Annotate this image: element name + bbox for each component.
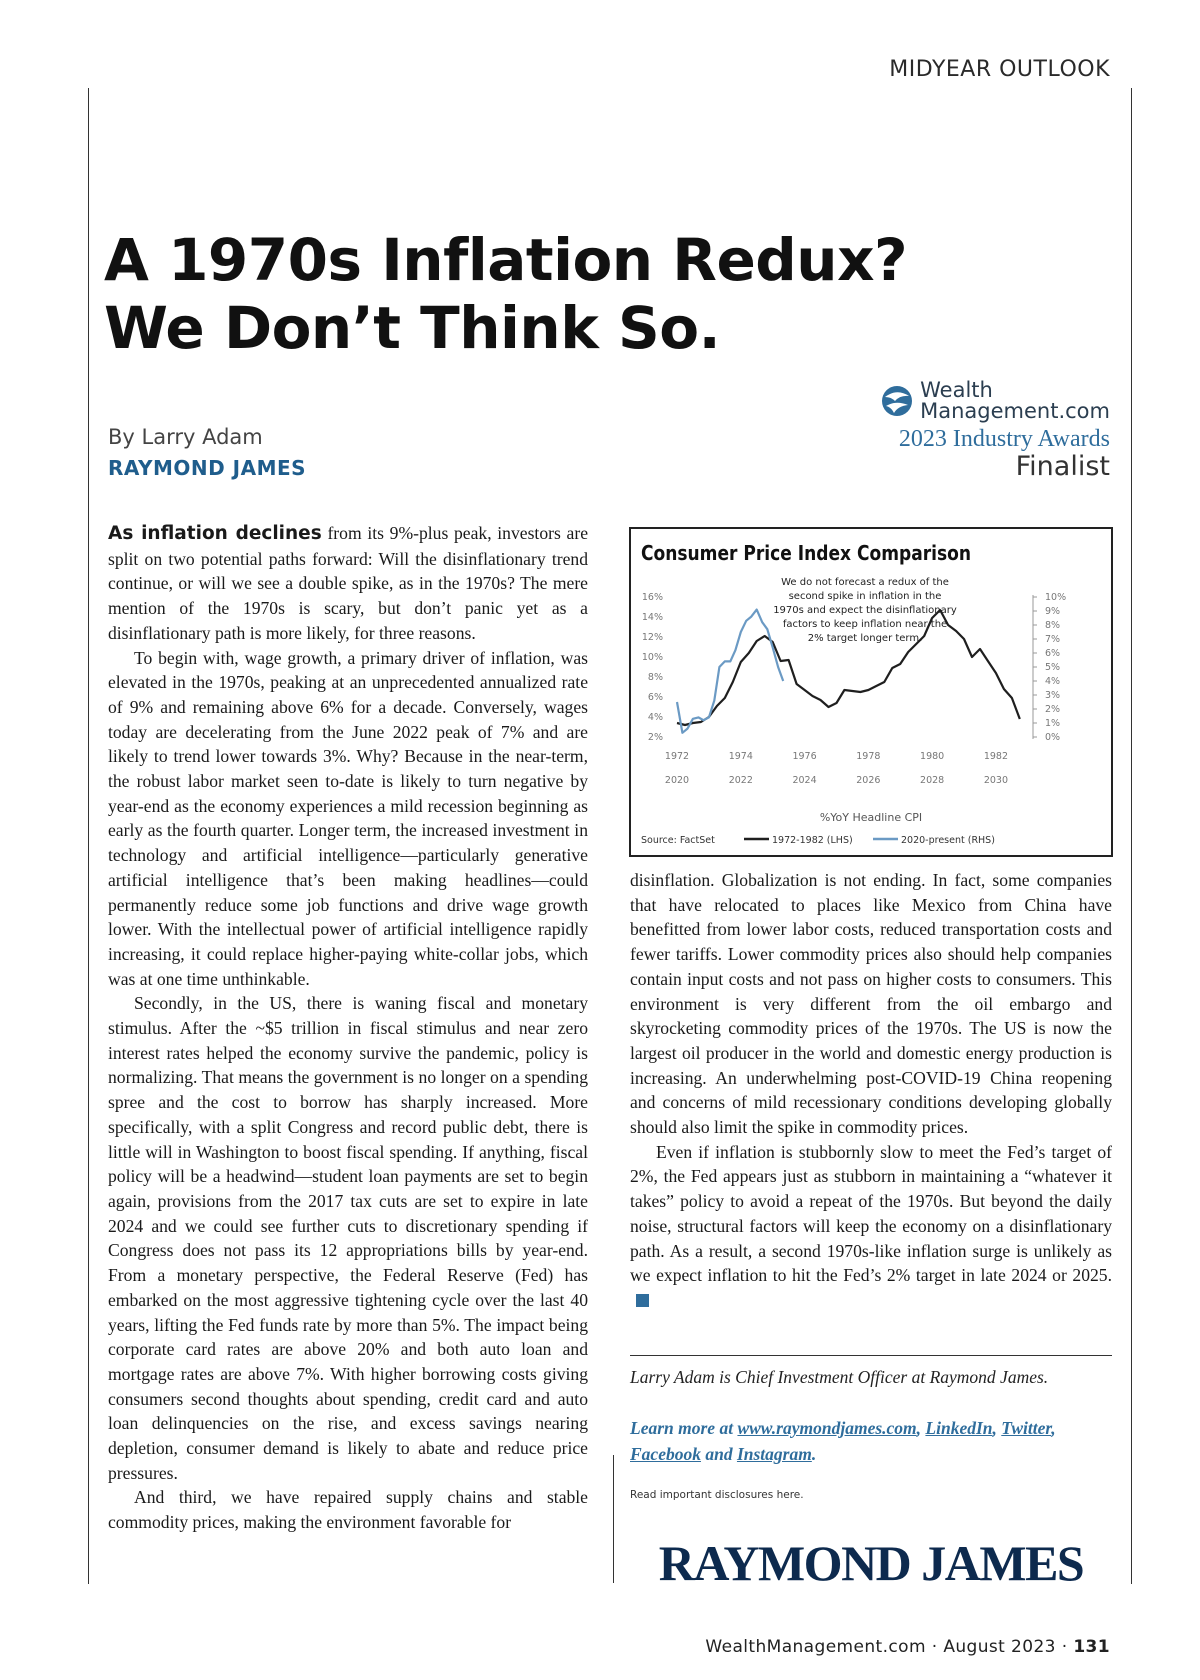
chart-source: Source: FactSet [641,835,715,846]
y-left-tick-label: 12% [641,632,663,643]
x-axis-top-ticks [665,751,1008,762]
link-raymondjames[interactable]: www.raymondjames.com [737,1418,917,1438]
x-top-tick-label: 1978 [856,751,881,762]
y-right-tick-label: 4% [1045,676,1061,687]
x-top-tick-label: 1974 [728,751,753,762]
link-twitter[interactable]: Twitter [1001,1418,1052,1438]
footer-publication: WealthManagement.com · August 2023 · [705,1637,1074,1657]
y-right-tick-label: 8% [1045,620,1061,631]
page-number: 131 [1073,1637,1110,1657]
chart-title: Consumer Price Index Comparison [641,541,971,565]
y-left-tick-label: 4% [647,712,663,723]
left-rule [88,88,89,1584]
headline-line-1: A 1970s Inflation Redux? [104,226,908,294]
y-right-tick-label: 5% [1045,662,1061,673]
x-top-tick-label: 1980 [920,751,945,762]
chart-annotation [773,577,957,644]
learn-more-sep-3: , [1051,1418,1056,1438]
article-headline [104,226,924,362]
x-top-tick-label: 1982 [983,751,1009,762]
learn-more [630,1415,1112,1467]
raymond-james-logo: RAYMOND JAMES [658,1535,1084,1591]
x-bottom-tick-label: 2022 [728,775,753,786]
y-axis-left [642,592,663,743]
learn-more-prefix: Learn more at [630,1418,738,1438]
y-left-tick-label: 10% [641,652,663,663]
x-bottom-tick-label: 2028 [920,775,945,786]
x-bottom-tick-label: 2026 [856,775,881,786]
award-logo [810,380,1110,422]
award-year: 2023 Industry Awards [898,426,1110,452]
x-top-tick-label: 1976 [792,751,817,762]
article-column-right [630,868,1112,1313]
paragraph-3: Secondly, in the US, there is waning fiscal and monetary stimulus. After the ~$5 trillion in fiscal stimulus and near zero interest rates helped the economy survive the pandemic, policy is normalizing. That means the government is no longer on a spending spree and the cost to borrow has sharply increased. More specifically, with a split Congress and record public debt, there is little will in Washington to boost fiscal spending. If anything, fiscal policy will be a headwind—student loan payments are set to begin again, provisions from the 2017 tax cuts are set to expire in late 2024 and we could see further cuts to discretionary spending if Congress does not pass its 12 appropriations bills by year-end. From a monetary perspective, the Federal Reserve (Fed) has embarked on the most aggressive tightening cycle over the last 40 years, lifting the Fed funds rate by more than 5%. The impact being corporate card rates are above 20% and both auto loan and mortgage rates are above 7%. With higher borrowing costs giving consumers second thoughts about spending, credit card and auto loan delinquencies on the rise, and excess savings nearing depletion, consumer demand is likely to abate and reduce price pressures. [108,993,588,1483]
cpi-chart [629,527,1113,857]
y-axis-right [1033,592,1066,743]
byline-organization: RAYMOND JAMES [108,456,307,480]
column-divider [613,1455,614,1583]
y-left-tick-label: 16% [641,592,663,603]
x-axis-label: %YoY Headline CPI [819,811,923,824]
x-top-tick-label: 1972 [664,751,690,762]
section-label: MIDYEAR OUTLOOK [889,57,1110,82]
article-column-left [108,521,588,1535]
award-site-line-2: Management.com [920,399,1110,423]
y-left-tick-label: 8% [647,672,663,683]
y-right-tick-label: 2% [1045,704,1061,715]
series-line-2020-present [677,610,783,733]
award-badge [810,380,1110,482]
award-site-line-1: Wealth [920,378,993,402]
page-footer [705,1637,1110,1657]
disclosure-link[interactable]: Read important disclosures here. [630,1489,804,1501]
chart-annotation-line-3: 1970s and expect the disinflationary [773,605,957,616]
cpi-chart-svg [631,529,1111,855]
lead-in: As inflation declines [108,523,322,544]
chart-annotation-line-4: factors to keep inflation near the [782,619,948,630]
wealthmanagement-logo-icon [880,384,914,418]
y-right-tick-label: 3% [1045,690,1061,701]
x-bottom-tick-label: 2020 [664,775,690,786]
y-left-tick-label: 14% [641,612,663,623]
link-instagram[interactable]: Instagram [736,1444,812,1464]
right-rule [1131,88,1132,1584]
y-right-tick-label: 9% [1045,606,1061,617]
award-site-name [920,380,1110,422]
y-right-tick-label: 0% [1045,732,1061,743]
link-facebook[interactable]: Facebook [630,1444,701,1464]
chart-annotation-line-5: 2% target longer term. [807,633,923,644]
byline: By Larry Adam [108,425,263,449]
learn-more-suffix: . [811,1444,817,1464]
award-status: Finalist [1015,451,1110,482]
paragraph-1-body: from its 9%-plus peak, investors are split on two potential paths forward: Will the disinflationary trend continue, or will we see a double spike, as in the 1970s? The mere mention of the 1970s is scary, but don’t panic yet as a disinflationary path is more likely, for three reasons. [108,523,588,643]
chart-annotation-line-1: We do not forecast a redux of the [781,577,949,588]
y-right-tick-label: 7% [1045,634,1061,645]
paragraph-2: To begin with, wage growth, a primary driver of inflation, was elevated in the 1970s, peaking at an unprecedented annualized rate of 9% and remaining above 6% for a decade. Conversely, wages today are decelerating from the June 2022 peak of 7% and are likely to trend lower towards 3%. Why? Because in the near-term, the robust labor market seen to-date is likely to turn negative by year-end as the economy experiences a mild recession beginning as early as the fourth quarter. Longer term, the increased investment in technology and artificial intelligence—particularly generative artificial intelligence that’s been making headlines—could permanently reduce some job functions and drive wage growth lower. With the intellectual power of artificial intelligence rapidly increasing, it could replace higher-paying white-collar jobs, which was at one time unthinkable. [108,647,588,989]
paragraph-4: And third, we have repaired supply chains and stable commodity prices, making the environment favorable for [108,1487,588,1533]
y-right-tick-label: 6% [1045,648,1061,659]
paragraph-5: disinflation. Globalization is not ending. In fact, some companies that have relocated to places like Mexico from China have benefitted from lower labor costs, reduced transportation costs and fewer tariffs. Lower commodity prices also should help companies contain input costs and not pass on higher costs to consumers. This environment is very different from the oil embargo and skyrocketing commodity prices of the 1970s. The US is now the largest oil producer in the world and domestic energy production is increasing. An underwhelming post-COVID-19 China reopening and concerns of mild recessionary conditions developing globally should also limit the spike in commodity prices. [630,870,1112,1138]
legend-label-lhs: 1972-1982 (LHS) [772,835,853,846]
x-bottom-tick-label: 2024 [792,775,817,786]
y-right-tick-label: 1% [1045,718,1061,729]
x-axis-bottom-ticks [665,775,1008,786]
chart-annotation-line-2: second spike in inflation in the [788,591,942,602]
x-bottom-tick-label: 2030 [983,775,1009,786]
bio-separator [630,1355,1112,1356]
paragraph-1 [108,521,588,646]
y-left-tick-label: 2% [647,732,663,743]
paragraph-6 [630,1140,1112,1313]
headline-line-2: We Don’t Think So. [104,294,721,362]
learn-more-sep-1: , [916,1418,926,1438]
paragraph-6-body: Even if inflation is stubbornly slow to meet the Fed’s target of 2%, the Fed appears just as stubborn in maintaining a “whatever it takes” policy to avoid a repeat of the 1970s. But beyond the daily noise, structural factors will keep the economy on a disinflationary path. As a result, a second 1970s-like inflation surge is unlikely as we expect inflation to hit the Fed’s 2% target in late 2024 or 2025. [630,1141,1112,1286]
link-linkedin[interactable]: LinkedIn [925,1418,993,1438]
y-left-tick-label: 6% [647,692,663,703]
author-bio: Larry Adam is Chief Investment Officer at Raymond James. [630,1367,1049,1387]
learn-more-and: and [700,1444,737,1464]
legend-label-rhs: 2020-present (RHS) [901,835,995,846]
y-right-tick-label: 10% [1045,592,1067,603]
learn-more-sep-2: , [992,1418,1002,1438]
end-mark-icon [636,1294,649,1307]
